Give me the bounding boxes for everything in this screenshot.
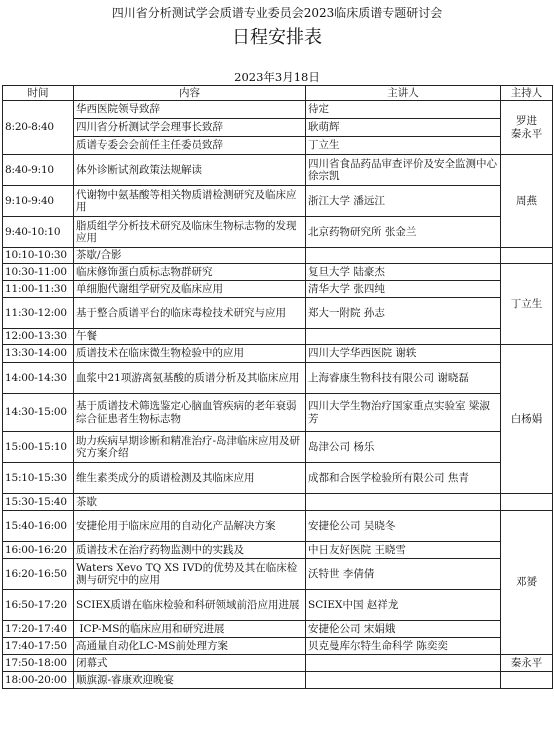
speaker-cell: 沃特世 李倩倩 bbox=[306, 559, 501, 590]
column-header-host: 主持人 bbox=[501, 86, 553, 101]
table-row bbox=[3, 559, 553, 590]
table-row bbox=[3, 155, 553, 186]
table-row bbox=[3, 638, 553, 655]
table-row bbox=[3, 119, 553, 137]
content-cell: 单细胞代谢组学研究及临床应用 bbox=[74, 281, 306, 298]
event-date: 2023年3月18日 bbox=[234, 70, 320, 84]
time-cell: 15:30-15:40 bbox=[3, 494, 74, 511]
host-cell bbox=[501, 672, 553, 689]
speaker-cell bbox=[306, 655, 501, 672]
content-cell: 脂质组学分析技术研究及临床生物标志物的发现应用 bbox=[74, 217, 306, 248]
host-cell: 邓赟 bbox=[501, 511, 553, 655]
table-row bbox=[3, 264, 553, 281]
content-cell: 茶歇/合影 bbox=[74, 248, 306, 264]
time-cell: 9:40-10:10 bbox=[3, 217, 74, 248]
time-cell: 17:20-17:40 bbox=[3, 621, 74, 638]
speaker-cell bbox=[306, 494, 501, 511]
table-row bbox=[3, 655, 553, 672]
schedule-table bbox=[2, 85, 553, 689]
speaker-cell: 复旦大学 陆豪杰 bbox=[306, 264, 501, 281]
speaker-cell bbox=[306, 329, 501, 345]
content-cell: 午餐 bbox=[74, 329, 306, 345]
table-row bbox=[3, 494, 553, 511]
time-cell: 8:20-8:40 bbox=[3, 101, 74, 155]
content-cell: 基于质谱技术筛选鉴定心脑血管疾病的老年衰弱综合征患者生物标志物 bbox=[74, 394, 306, 432]
time-cell: 15:00-15:10 bbox=[3, 432, 74, 463]
content-cell: 体外诊断试剂政策法规解读 bbox=[74, 155, 306, 186]
content-cell: 安捷伦用于临床应用的自动化产品解决方案 bbox=[74, 511, 306, 542]
table-row bbox=[3, 281, 553, 298]
speaker-cell: 四川大学华西医院 谢轶 bbox=[306, 345, 501, 363]
document-title: 四川省分析测试学会质谱专业委员会2023临床质谱专题研讨会 bbox=[111, 6, 443, 20]
speaker-cell: 四川大学生物治疗国家重点实验室 梁淑芳 bbox=[306, 394, 501, 432]
content-cell: 血浆中21项游离氨基酸的质谱分析及其临床应用 bbox=[74, 363, 306, 394]
column-header-time: 时间 bbox=[3, 86, 74, 101]
time-cell: 8:40-9:10 bbox=[3, 155, 74, 186]
host-cell: 丁立生 bbox=[501, 264, 553, 345]
time-cell: 16:50-17:20 bbox=[3, 590, 74, 621]
table-row bbox=[3, 186, 553, 217]
table-row bbox=[3, 137, 553, 155]
speaker-cell: 郑大一附院 孙志 bbox=[306, 298, 501, 329]
content-cell: 华西医院领导致辞 bbox=[74, 101, 306, 119]
table-row bbox=[3, 329, 553, 345]
speaker-cell: 贝克曼库尔特生命科学 陈奕奕 bbox=[306, 638, 501, 655]
table-row bbox=[3, 463, 553, 494]
content-cell: 质谱技术在治疗药物监测中的实践及 bbox=[74, 542, 306, 559]
speaker-cell: 耿萌辉 bbox=[306, 119, 501, 137]
speaker-cell: 成都和合医学检验所有限公司 焦青 bbox=[306, 463, 501, 494]
table-row bbox=[3, 101, 553, 119]
content-cell: 高通量自动化LC-MS前处理方案 bbox=[74, 638, 306, 655]
speaker-cell: 上海睿康生物科技有限公司 谢晓磊 bbox=[306, 363, 501, 394]
content-cell: 四川省分析测试学会理事长致辞 bbox=[74, 119, 306, 137]
content-cell: 代谢物中氨基酸等相关物质谱检测研究及临床应用 bbox=[74, 186, 306, 217]
column-header-speaker: 主讲人 bbox=[306, 86, 501, 101]
time-cell: 16:20-16:50 bbox=[3, 559, 74, 590]
table-row bbox=[3, 248, 553, 264]
content-cell: ICP-MS的临床应用和研究进展 bbox=[74, 621, 306, 638]
time-cell: 12:00-13:30 bbox=[3, 329, 74, 345]
document-subtitle: 日程安排表 bbox=[232, 27, 322, 48]
content-cell: SCIEX质谱在临床检验和科研领域前沿应用进展 bbox=[74, 590, 306, 621]
host-cell: 秦永平 bbox=[501, 655, 553, 672]
time-cell: 11:30-12:00 bbox=[3, 298, 74, 329]
speaker-cell: 四川省食品药品审查评价及安全监测中心 徐宗凯 bbox=[306, 155, 501, 186]
content-cell: 维生素类成分的质谱检测及其临床应用 bbox=[74, 463, 306, 494]
time-cell: 10:10-10:30 bbox=[3, 248, 74, 264]
column-header-content: 内容 bbox=[74, 86, 306, 101]
table-row bbox=[3, 621, 553, 638]
table-row bbox=[3, 590, 553, 621]
time-cell: 13:30-14:00 bbox=[3, 345, 74, 363]
content-cell: 闭幕式 bbox=[74, 655, 306, 672]
host-cell bbox=[501, 101, 553, 155]
speaker-cell: 浙江大学 潘远江 bbox=[306, 186, 501, 217]
time-cell: 16:00-16:20 bbox=[3, 542, 74, 559]
time-cell: 11:00-11:30 bbox=[3, 281, 74, 298]
time-cell: 14:30-15:00 bbox=[3, 394, 74, 432]
time-cell: 14:00-14:30 bbox=[3, 363, 74, 394]
speaker-cell: 待定 bbox=[306, 101, 501, 119]
time-cell: 17:50-18:00 bbox=[3, 655, 74, 672]
table-row bbox=[3, 217, 553, 248]
table-row bbox=[3, 363, 553, 394]
time-cell: 17:40-17:50 bbox=[3, 638, 74, 655]
host-name: 罗进 秦永平 bbox=[510, 115, 543, 140]
content-cell: Waters Xevo TQ XS IVD的优势及其在临床检测与研究中的应用 bbox=[74, 559, 306, 590]
speaker-cell: 丁立生 bbox=[306, 137, 501, 155]
content-cell: 茶歇 bbox=[74, 494, 306, 511]
speaker-cell: 岛津公司 杨乐 bbox=[306, 432, 501, 463]
time-cell: 15:40-16:00 bbox=[3, 511, 74, 542]
table-row bbox=[3, 511, 553, 542]
speaker-cell: 北京药物研究所 张金兰 bbox=[306, 217, 501, 248]
time-cell: 15:10-15:30 bbox=[3, 463, 74, 494]
host-cell bbox=[501, 248, 553, 264]
speaker-cell: 安捷伦公司 宋娟娥 bbox=[306, 621, 501, 638]
speaker-cell bbox=[306, 672, 501, 689]
table-row bbox=[3, 432, 553, 463]
speaker-cell: 安捷伦公司 吴晓冬 bbox=[306, 511, 501, 542]
table-row bbox=[3, 542, 553, 559]
speaker-cell: 中日友好医院 王晓雪 bbox=[306, 542, 501, 559]
host-cell bbox=[501, 494, 553, 511]
content-cell: 基于整合质谱平台的临床毒检技术研究与应用 bbox=[74, 298, 306, 329]
table-row bbox=[3, 672, 553, 689]
table-row bbox=[3, 394, 553, 432]
table-header-row bbox=[3, 86, 553, 101]
speaker-cell: 清华大学 张四纯 bbox=[306, 281, 501, 298]
content-cell: 质谱专委会会前任主任委员致辞 bbox=[74, 137, 306, 155]
content-cell: 临床修饰蛋白质标志物群研究 bbox=[74, 264, 306, 281]
time-cell: 10:30-11:00 bbox=[3, 264, 74, 281]
speaker-cell bbox=[306, 248, 501, 264]
time-cell: 18:00-20:00 bbox=[3, 672, 74, 689]
table-row bbox=[3, 345, 553, 363]
content-cell: 助力疾病早期诊断和精准治疗-岛津临床应用及研究方案介绍 bbox=[74, 432, 306, 463]
speaker-cell: SCIEX中国 赵祥龙 bbox=[306, 590, 501, 621]
table-row bbox=[3, 298, 553, 329]
content-cell: 质谱技术在临床微生物检验中的应用 bbox=[74, 345, 306, 363]
time-cell: 9:10-9:40 bbox=[3, 186, 74, 217]
host-cell: 白杨娟 bbox=[501, 345, 553, 494]
host-cell: 周燕 bbox=[501, 155, 553, 248]
content-cell: 顺旗源-睿康欢迎晚宴 bbox=[74, 672, 306, 689]
